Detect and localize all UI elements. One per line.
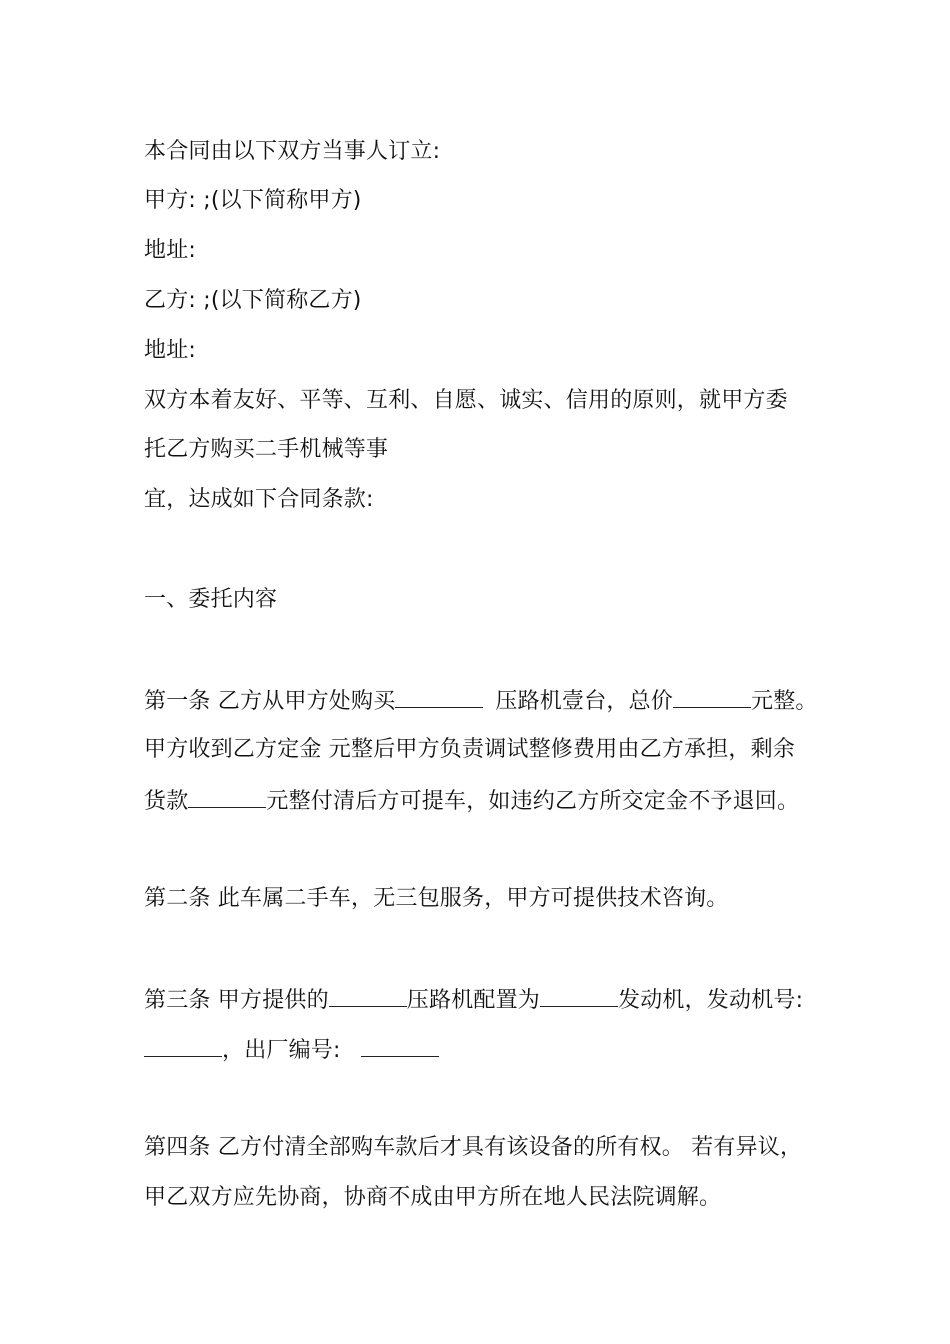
- engine-number-blank[interactable]: [144, 1034, 222, 1057]
- article-2: 第二条 此车属二手车，无三包服务，甲方可提供技术咨询。: [144, 886, 729, 911]
- article-3-text-d: ，出厂编号:: [222, 1038, 341, 1063]
- party-b-address: 地址:: [144, 338, 197, 363]
- party-a-address: 地址:: [144, 238, 197, 263]
- article-1-line-3: [144, 785, 799, 817]
- article-3-line-1: [144, 984, 803, 1016]
- contract-intro: 本合同由以下双方当事人订立:: [144, 139, 441, 164]
- remaining-payment-blank[interactable]: [188, 785, 266, 808]
- article-1-text-a: 第一条 乙方从甲方处购买: [144, 689, 396, 714]
- preamble-line-3: 宜，达成如下合同条款:: [144, 487, 374, 512]
- article-1-text-c: 元整。: [751, 689, 818, 714]
- preamble-line-2: 托乙方购买二手机械等事: [144, 437, 389, 462]
- party-b-line: 乙方: ;(以下简称乙方): [144, 288, 362, 313]
- article-1-text-e: 元整付清后方可提车，如违约乙方所交定金不予退回。: [266, 789, 800, 814]
- article-3-text-c: 发动机，发动机号:: [618, 988, 804, 1013]
- purchase-model-blank[interactable]: [395, 685, 483, 708]
- article-1-text-d: 货款: [144, 789, 189, 814]
- total-price-blank[interactable]: [673, 685, 751, 708]
- article-4-line-2: 甲乙双方应先协商，协商不成由甲方所在地人民法院调解。: [144, 1185, 722, 1210]
- section-1-heading: 一、委托内容: [144, 587, 278, 612]
- article-1-line-1: [144, 685, 818, 717]
- article-3-text-b: 压路机配置为: [406, 988, 540, 1013]
- article-4-line-1: 第四条 乙方付清全部购车款后才具有该设备的所有权。 若有异议，: [144, 1135, 803, 1160]
- factory-number-blank[interactable]: [361, 1034, 439, 1057]
- engine-config-blank[interactable]: [540, 984, 618, 1007]
- article-3-line-2: [144, 1034, 439, 1066]
- article-1-text-b: 压路机壹台，总价: [495, 689, 674, 714]
- preamble-line-1: 双方本着友好、平等、互利、自愿、诚实、信用的原则，就甲方委: [144, 388, 788, 413]
- party-a-line: 甲方: ;(以下简称甲方): [144, 188, 362, 213]
- article-3-text-a: 第三条 甲方提供的: [144, 988, 329, 1013]
- article-1-line-2: 甲方收到乙方定金 元整后甲方负责调试整修费用由乙方承担，剩余: [144, 737, 795, 762]
- provided-model-blank[interactable]: [329, 984, 407, 1007]
